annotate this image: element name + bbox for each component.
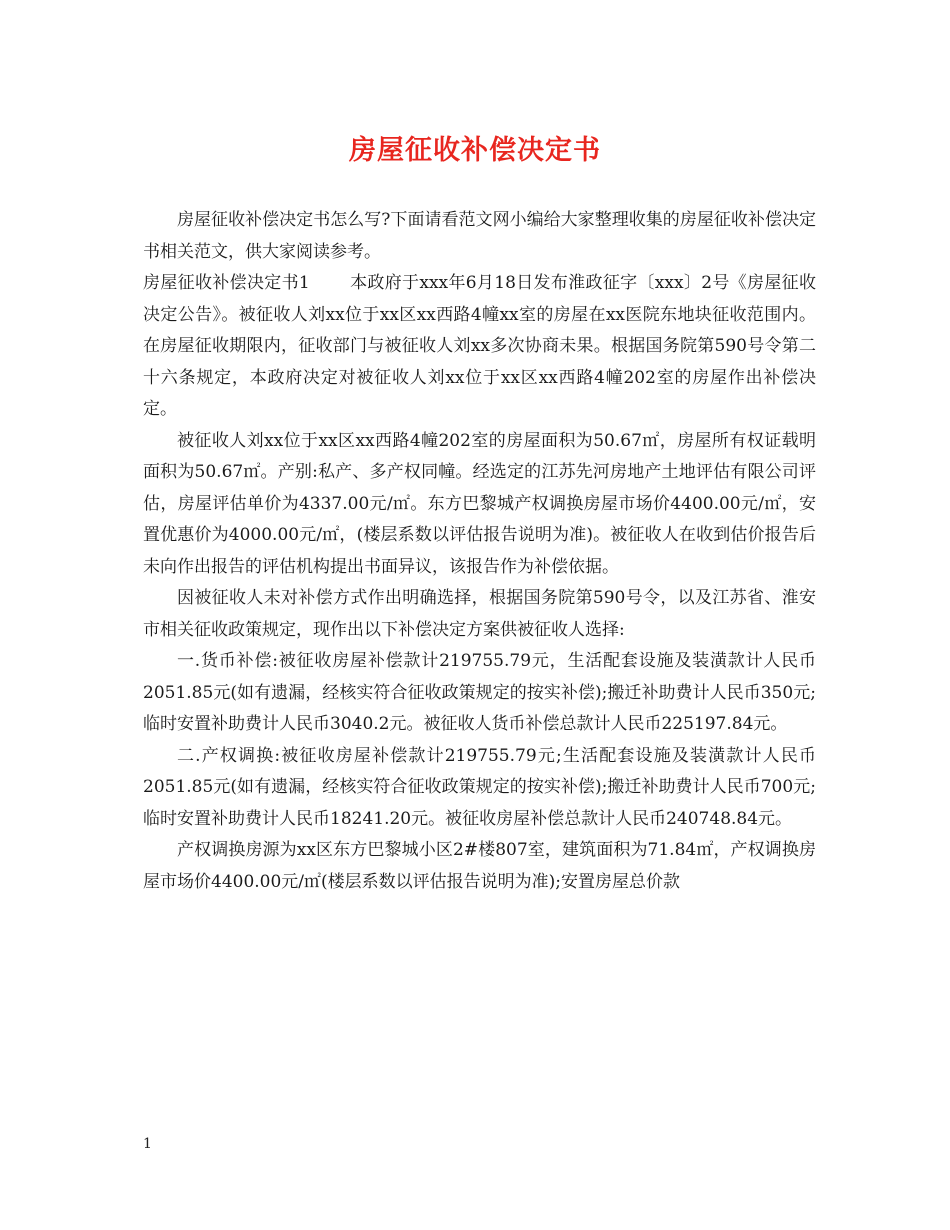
body-paragraph-3: 一.货币补偿:被征收房屋补偿款计219755.79元，生活配套设施及装潢款计人民币2051.85元(如有遗漏，经核实符合征收政策规定的按实补偿);搬迁补助费计人民币350元;临时安置补助费计人民币3040.2元。被征收人货币补偿总款计人民币225197.84元。 [143,651,816,734]
document-title: 房屋征收补偿决定书 [349,135,601,166]
document-body [143,205,816,898]
page-number: 1 [143,1136,152,1152]
section-heading: 房屋征收补偿决定书1 [143,273,310,293]
body-paragraph-4: 二.产权调换:被征收房屋补偿款计219755.79元;生活配套设施及装潢款计人民币2051.85元(如有遗漏，经核实符合征收政策规定的按实补偿);搬迁补助费计人民币700元;临时安置补助费计人民币18241.20元。被征收房屋补偿总款计人民币240748.84元。 [143,745,816,829]
body-paragraph-1: 被征收人刘xx位于xx区xx西路4幢202室的房屋面积为50.67㎡，房屋所有权证载明面积为50.67㎡。产别:私产、多产权同幢。经选定的江苏先河房地产土地评估有限公司评估，房屋评估单价为4337.00元/㎡。东方巴黎城产权调换房屋市场价4400.00元/㎡，安置优惠价为4000.00元/㎡，(楼层系数以评估报告说明为准)。被征收人在收到估价报告后未向作出报告的评估机构提出书面异议，该报告作为补偿依据。 [143,430,816,577]
section-paragraph [143,268,816,426]
intro-paragraph: 房屋征收补偿决定书怎么写?下面请看范文网小编给大家整理收集的房屋征收补偿决定书相关范文，供大家阅读参考。 [143,210,816,262]
section-first-text: 本政府于xxx年6月18日发布淮政征字〔xxx〕2号《房屋征收决定公告》。被征收人刘xx位于xx区xx西路4幢xx室的房屋在xx医院东地块征收范围内。在房屋征收期限内，征收部门与被征收人刘xx多次协商未果。根据国务院第590号令第二十六条规定，本政府决定对被征收人刘xx位于xx区xx西路4幢202室的房屋作出补偿决定。 [143,273,816,419]
body-paragraph-2: 因被征收人未对补偿方式作出明确选择，根据国务院第590号令，以及江苏省、淮安市相关征收政策规定，现作出以下补偿决定方案供被征收人选择: [143,588,816,640]
body-paragraph-5: 产权调换房源为xx区东方巴黎城小区2#楼807室，建筑面积为71.84㎡，产权调换房屋市场价4400.00元/㎡(楼层系数以评估报告说明为准);安置房屋总价款 [143,840,816,892]
